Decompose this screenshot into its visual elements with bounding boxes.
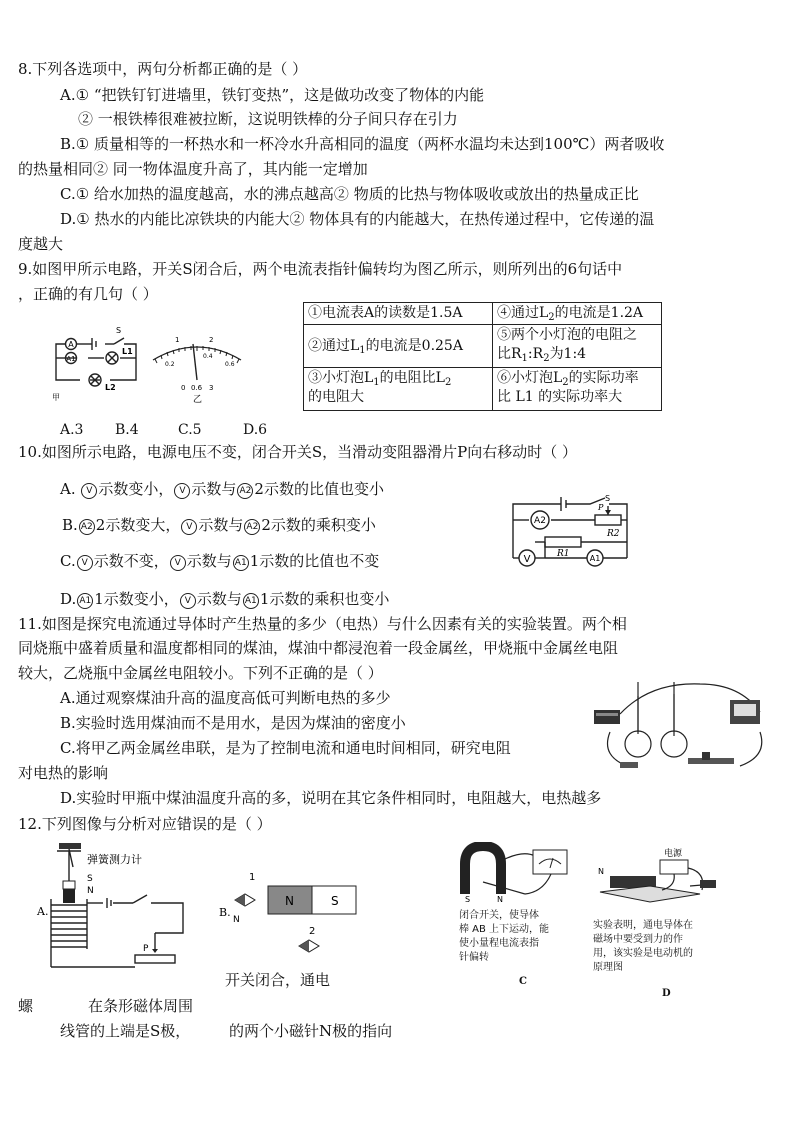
q12-spring-scale-label: 弹簧测力计 bbox=[87, 853, 142, 866]
q9-option-d: D.6 bbox=[243, 422, 268, 438]
q9-statement-5: ⑤两个小灯泡的电阻之 比$R_1:R_2$为1:4 bbox=[493, 325, 662, 368]
q10-slider-label: P bbox=[598, 503, 604, 512]
ammeter-icon: A2 bbox=[237, 483, 253, 499]
q9-fig-jia: 甲 bbox=[52, 393, 60, 402]
voltmeter-icon: V bbox=[81, 483, 97, 499]
q10-stem: 10.如图所示电路，电源电压不变，闭合开关S，当滑动变阻器滑片P向右移动时（ ） bbox=[18, 443, 577, 461]
q12-d-n-label: N bbox=[598, 867, 604, 876]
q12-compass-2-label: 2 bbox=[309, 926, 316, 937]
q9-dial-02: 0.2 bbox=[165, 361, 175, 368]
q8-option-b-line2: 的热量相同② 同一物体温度升高了，其内能一定增加 bbox=[18, 160, 368, 178]
q9-statement-3: ③小灯泡$L_1$的电阻比$L_2$ 的电阻大 bbox=[304, 368, 493, 411]
q10-ammeter-a1-label: A1 bbox=[589, 554, 601, 563]
q9-statement-1: ①电流表A的读数是1.5A bbox=[304, 303, 493, 325]
q12-figure-a bbox=[35, 843, 195, 973]
voltmeter-icon: V bbox=[180, 593, 196, 609]
q9-terminal-0: 0 bbox=[181, 384, 186, 392]
q10-voltmeter-label: V bbox=[523, 554, 531, 565]
q10-circuit-diagram bbox=[505, 492, 635, 574]
q12-d-caption: 实验表明，通电导体在 磁场中要受到力的作 用，该实验是电动机的 原理图 bbox=[593, 920, 693, 973]
q9-ammeter-a: A bbox=[68, 340, 74, 349]
q11-option-c-line1: C.将甲乙两金属丝串联，是为了控制电流和通电时间相同，研究电阻 bbox=[60, 739, 511, 757]
q11-option-d: D.实验时甲瓶中煤油温度升高的多，说明在其它条件相同时，电阻越大，电热越多 bbox=[60, 789, 602, 807]
q11-stem-line3: 较大，乙烧瓶中金属丝电阻较小。下列不正确的是（ ） bbox=[18, 664, 383, 682]
q12-compass-1-label: 1 bbox=[249, 872, 256, 883]
q9-fig-yi: 乙 bbox=[193, 395, 203, 405]
q9-option-c: C.5 bbox=[178, 422, 202, 438]
q9-lamp-l2: L2 bbox=[105, 383, 116, 392]
q10-option-a: A. V 示数变小， V 示数与 A2 2示数的比值也变小 bbox=[60, 480, 384, 498]
q11-stem-line2: 同烧瓶中盛着质量和温度都相同的煤油，煤油中都浸泡着一段金属丝，甲烧瓶中金属丝电阻 bbox=[18, 639, 619, 657]
q9-statement-6: ⑥小灯泡$L_2$的实际功率 比 L1 的实际功率大 bbox=[493, 368, 662, 411]
q12-b-n-label: N bbox=[233, 915, 240, 925]
q12-option-b-label: B. bbox=[219, 906, 231, 919]
ammeter-icon: A2 bbox=[79, 519, 95, 535]
q9-dial-1: 1 bbox=[175, 336, 180, 344]
q12-a-n-label: N bbox=[87, 886, 94, 896]
q12-c-s-label: S bbox=[465, 895, 471, 904]
q9-ammeter-a1: A1 bbox=[66, 355, 76, 363]
q10-ammeter-a2-label: A2 bbox=[534, 516, 546, 526]
q9-terminal-3: 3 bbox=[209, 384, 214, 392]
ammeter-icon: A1 bbox=[233, 555, 249, 571]
q9-terminal-06: 0.6 bbox=[191, 384, 203, 392]
q12-d-power-label: 电源 bbox=[664, 849, 683, 859]
q12-a-p-label: P bbox=[143, 944, 149, 954]
q11-option-c-line2: 对电热的影响 bbox=[18, 764, 109, 782]
voltmeter-icon: V bbox=[170, 555, 186, 571]
q9-statement-4: ④通过$L_2$的电流是1.2A bbox=[493, 303, 662, 325]
q12-option-d-label: D bbox=[662, 988, 671, 999]
q12-a-caption-1: 螺 bbox=[18, 997, 34, 1015]
q12-magnet-n: N bbox=[285, 894, 294, 908]
voltmeter-icon: V bbox=[181, 519, 197, 535]
voltmeter-icon: V bbox=[77, 555, 93, 571]
q9-option-b: B.4 bbox=[115, 422, 139, 438]
q9-dial-06: 0.6 bbox=[225, 361, 235, 368]
q12-figure-b bbox=[213, 866, 363, 962]
q8-stem: 8.下列各选项中，两句分析都正确的是（ ） bbox=[18, 60, 308, 78]
q12-c-n-label: N bbox=[497, 895, 503, 904]
voltmeter-icon: V bbox=[174, 483, 190, 499]
q10-option-d: D. A1 1示数变小， V 示数与 A1 1示数的乘积也变小 bbox=[60, 590, 390, 608]
q11-apparatus-figure bbox=[590, 672, 782, 780]
q12-option-a-label: A. bbox=[37, 905, 49, 918]
q12-option-c-label: C bbox=[519, 976, 527, 987]
q12-a-s-label: S bbox=[87, 874, 93, 884]
q9-dial-04: 0.4 bbox=[203, 353, 213, 360]
q8-option-d-line2: 度越大 bbox=[18, 235, 64, 253]
q11-stem-line1: 11.如图是探究电流通过导体时产生热量的多少（电热）与什么因素有关的实验装置。两个相 bbox=[18, 615, 627, 633]
q12-b-caption-1: 开关闭合，通电 bbox=[225, 971, 331, 989]
q12-a-caption-2: 线管的上端是S极， bbox=[60, 1022, 191, 1040]
q12-figure-d bbox=[590, 846, 724, 908]
q9-dial-2: 2 bbox=[209, 336, 214, 344]
q10-switch-label: S bbox=[605, 494, 611, 503]
q9-option-a: A.3 bbox=[60, 422, 84, 438]
ammeter-icon: A1 bbox=[77, 593, 93, 609]
q11-option-a: A.通过观察煤油升高的温度高低可判断电热的多少 bbox=[60, 689, 391, 707]
q12-magnet-s: S bbox=[331, 894, 339, 908]
ammeter-icon: A2 bbox=[244, 519, 260, 535]
q12-figure-c bbox=[453, 842, 573, 904]
q10-option-c: C. V 示数不变， V 示数与 A1 1示数的比值也不变 bbox=[60, 552, 380, 570]
q12-b-caption-3: 的两个小磁针N极的指向 bbox=[229, 1022, 393, 1040]
q9-stem-line2: ，正确的有几句（ ） bbox=[18, 285, 158, 303]
q9-ammeter-dial bbox=[145, 330, 250, 405]
q9-lamp-l1: L1 bbox=[122, 347, 133, 356]
q9-switch-s: S bbox=[116, 326, 122, 335]
q12-stem: 12.下列图像与分析对应错误的是（ ） bbox=[18, 815, 272, 833]
q8-option-a-line2: ② 一根铁棒很难被拉断，这说明铁棒的分子间只存在引力 bbox=[78, 110, 458, 128]
q8-option-a-line1: A.① “把铁钉钉进墙里，铁钉变热”，这是做功改变了物体的内能 bbox=[60, 86, 485, 104]
q10-r1-label: R1 bbox=[557, 549, 570, 559]
q9-statements-table bbox=[303, 302, 662, 411]
q9-circuit-diagram bbox=[50, 322, 140, 402]
q8-option-b-line1: B.① 质量相等的一杯热水和一杯冷水升高相同的温度（两杯水温均未达到100℃）两者吸收 bbox=[60, 135, 665, 153]
q11-option-b: B.实验时选用煤油而不是用水，是因为煤油的密度小 bbox=[60, 714, 406, 732]
q9-statement-2: ②通过$L_1$的电流是0.25A bbox=[304, 325, 493, 368]
q10-option-b: B. A2 2示数变大， V 示数与 A2 2示数的乘积变小 bbox=[62, 516, 376, 534]
q9-stem-line1: 9.如图甲所示电路，开关S闭合后，两个电流表指针偏转均为图乙所示，则所列出的6句话中 bbox=[18, 260, 623, 278]
q10-r2-label: R2 bbox=[607, 529, 620, 539]
ammeter-icon: A1 bbox=[243, 593, 259, 609]
q12-b-caption-2: 在条形磁体周围 bbox=[88, 997, 194, 1015]
q12-c-caption: 闭合开关，使导体 棒 AB 上下运动，能 使小量程电流表指 针偏转 bbox=[459, 910, 550, 963]
q8-option-d-line1: D.① 热水的内能比凉铁块的内能大② 物体具有的内能越大，在热传递过程中，它传递的温 bbox=[60, 210, 655, 228]
q8-option-c: C.① 给水加热的温度越高，水的沸点越高② 物质的比热与物体吸收或放出的热量成正比 bbox=[60, 185, 639, 203]
